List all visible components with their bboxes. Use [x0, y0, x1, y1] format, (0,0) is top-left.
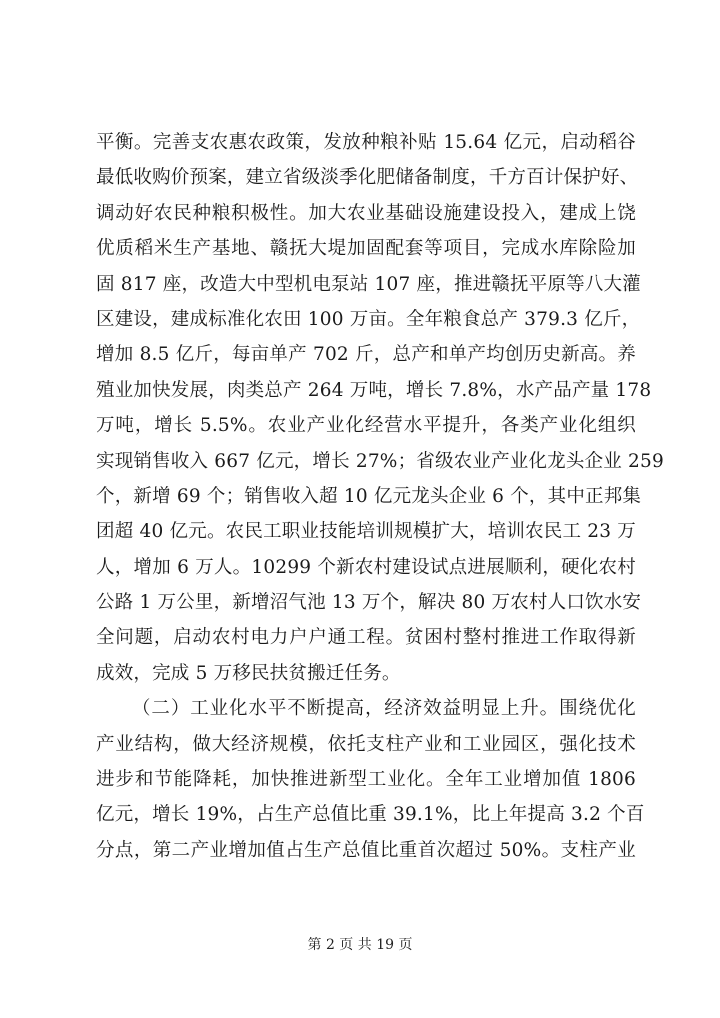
- text-line: 公路 1 万公里，新增沼气池 13 万个，解决 80 万农村人口饮水安: [96, 592, 642, 614]
- text-line: 平衡。完善支农惠农政策，发放种粮补贴 15.64 亿元，启动稻谷: [96, 132, 636, 153]
- text-line: 固 817 座，改造大中型机电泵站 107 座，推进赣抚平原等八大灌: [96, 273, 641, 295]
- text-line: 区建设，建成标准化农田 100 万亩。全年粮食总产 379.3 亿斤，: [96, 308, 641, 330]
- paragraph: [96, 125, 664, 691]
- page-footer: 第 2 页 共 19 页: [307, 937, 413, 953]
- text-line: 殖业加快发展，肉类总产 264 万吨，增长 7.8%，水产品产量 178: [96, 379, 652, 401]
- text-line: 增加 8.5 亿斤，每亩单产 702 斤，总产和单产均创历史新高。养: [96, 344, 636, 366]
- text-line: 调动好农民种粮积极性。加大农业基础设施建设投入，建成上饶: [96, 202, 636, 224]
- text-line: 成效，完成 5 万移民扶贫搬迁任务。: [96, 662, 401, 684]
- text-line: 万吨，增长 5.5%。农业产业化经营水平提升，各类产业化组织: [96, 415, 636, 437]
- text-line: 人，增加 6 万人。10299 个新农村建设试点进展顺利，硬化农村: [96, 556, 636, 578]
- text-line: 产业结构，做大经济规模，依托支柱产业和工业园区，强化技术: [96, 733, 636, 755]
- paragraph: [96, 691, 645, 868]
- text-line: （二）工业化水平不断提高，经济效益明显上升。围绕优化: [132, 698, 636, 720]
- text-line: 团超 40 亿元。农民工职业技能培训规模扩大，培训农民工 23 万: [96, 521, 636, 543]
- text-line: 全问题，启动农村电力户户通工程。贫困村整村推进工作取得新: [96, 627, 636, 649]
- text-line: 进步和节能降耗，加快推进新型工业化。全年工业增加值 1806: [96, 769, 636, 791]
- text-line: 亿元，增长 19%，占生产总值比重 39.1%，比上年提高 3.2 个百: [96, 804, 645, 826]
- text-line: 实现销售收入 667 亿元，增长 27%；省级农业产业化龙头企业 259: [96, 450, 664, 472]
- text-line: 个，新增 69 个；销售收入超 10 亿元龙头企业 6 个，其中正邦集: [96, 485, 642, 507]
- text-line: 分点，第二产业增加值占生产总值比重首次超过 50%。支柱产业: [96, 839, 636, 861]
- body-text: [96, 125, 664, 868]
- text-line: 最低收购价预案，建立省级淡季化肥储备制度，千方百计保护好、: [96, 167, 639, 189]
- text-line: 优质稻米生产基地、赣抚大堤加固配套等项目，完成水库除险加: [96, 238, 636, 260]
